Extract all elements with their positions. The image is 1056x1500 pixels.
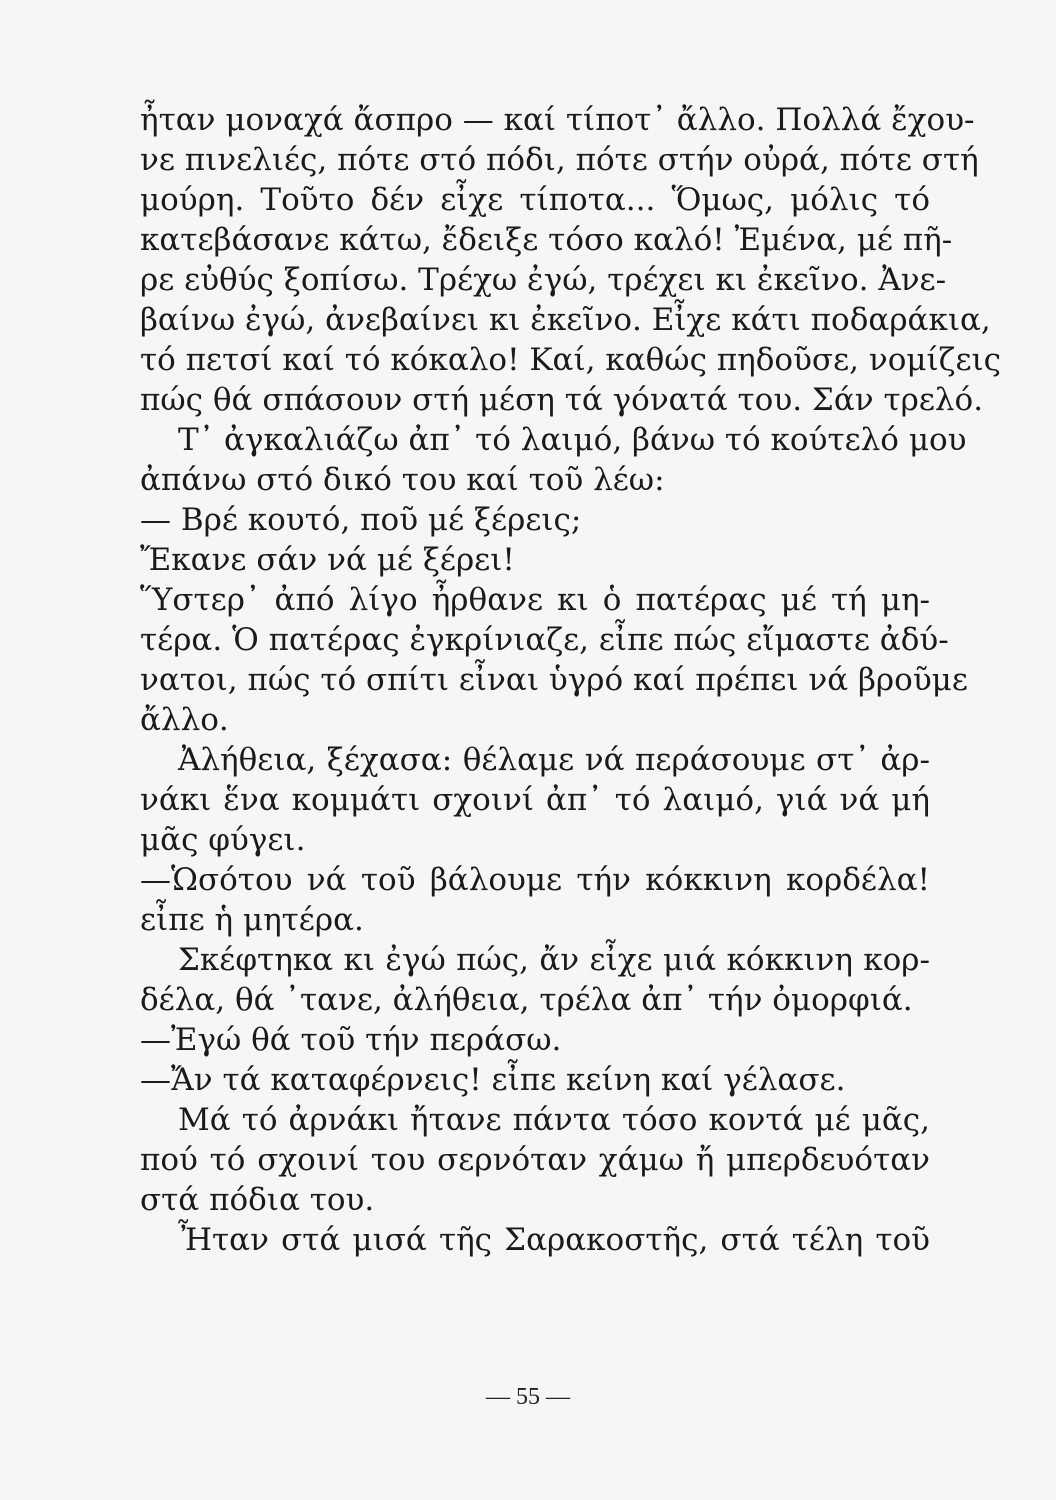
text-line: Σκέφτηκα κι ἐγώ πώς, ἄν εἶχε μιά κόκκινη κορ- xyxy=(178,942,930,978)
body-text xyxy=(140,100,1002,1260)
text-line: Μά τό ἀρνάκι ἤτανε πάντα τόσο κοντά μέ μᾶς, xyxy=(178,1102,930,1138)
text-line: τέρα. Ὁ πατέρας ἐγκρίνιαζε, εἶπε πώς εἴμαστε ἀδύ- xyxy=(140,622,949,658)
text-line: κατεβάσανε κάτω, ἔδειξε τόσο καλό! Ἐμένα, μέ πῆ- xyxy=(140,222,953,258)
text-line: μᾶς φύγει. xyxy=(140,822,306,858)
text-line: ρε εὐθύς ξοπίσω. Τρέχω ἐγώ, τρέχει κι ἐκεῖνο. Ἀνε- xyxy=(140,262,947,298)
text-line: — Βρέ κουτό, ποῦ μέ ξέρεις; xyxy=(140,502,582,538)
text-line: εἶπε ἡ μητέρα. xyxy=(140,902,364,938)
text-line: ἦταν μοναχά ἄσπρο — καί τίποτ᾿ ἄλλο. Πολλά ἔχου- xyxy=(140,102,975,138)
text-line: Ἦταν στά μισά τῆς Σαρακοστῆς, στά τέλη τοῦ xyxy=(178,1222,930,1258)
text-line: ἀπάνω στό δικό του καί τοῦ λέω: xyxy=(140,462,665,498)
text-line: δέλα, θά ᾿τανε, ἀλήθεια, τρέλα ἀπ᾿ τήν ὀμορφιά. xyxy=(140,982,913,1018)
text-line: ἄλλο. xyxy=(140,702,229,738)
text-line: πώς θά σπάσουν στή μέση τά γόνατά του. Σάν τρελό. xyxy=(140,382,984,418)
text-line: —Ἐγώ θά τοῦ τήν περάσω. xyxy=(140,1022,562,1058)
text-line: στά πόδια του. xyxy=(140,1182,375,1218)
text-line: —Ἄν τά καταφέρνεις! εἶπε κείνη καί γέλασε. xyxy=(140,1062,846,1098)
page-number: — 55 — xyxy=(486,1384,570,1410)
text-line: —Ὡσότου νά τοῦ βάλουμε τήν κόκκινη κορδέλα! xyxy=(140,862,930,898)
text-line: μούρη. Τοῦτο δέν εἶχε τίποτα... Ὅμως, μόλις τό xyxy=(140,182,930,218)
text-line: Ὕστερ᾿ ἀπό λίγο ἦρθανε κι ὁ πατέρας μέ τή μη- xyxy=(140,582,930,618)
text-line: πού τό σχοινί του σερνόταν χάμω ἤ μπερδευόταν xyxy=(140,1142,930,1178)
text-line: Ἀλήθεια, ξέχασα: θέλαμε νά περάσουμε στ᾿ ἀρ- xyxy=(178,742,930,778)
text-line: νε πινελιές, πότε στό πόδι, πότε στήν οὐρά, πότε στή xyxy=(140,142,979,178)
text-line: νατοι, πώς τό σπίτι εἶναι ὑγρό καί πρέπει νά βροῦμε xyxy=(140,662,968,698)
text-line: Τ᾿ ἀγκαλιάζω ἀπ᾿ τό λαιμό, βάνω τό κούτελό μου xyxy=(178,422,967,458)
text-line: Ἔκανε σάν νά μέ ξέρει! xyxy=(140,542,515,578)
text-line: τό πετσί καί τό κόκαλο! Καί, καθώς πηδοῦσε, νομίζεις xyxy=(140,342,1002,378)
text-line: βαίνω ἐγώ, ἀνεβαίνει κι ἐκεῖνο. Εἶχε κάτι ποδαράκια, xyxy=(140,302,991,338)
text-line: νάκι ἕνα κομμάτι σχοινί ἀπ᾿ τό λαιμό, γιά νά μή xyxy=(140,782,930,818)
